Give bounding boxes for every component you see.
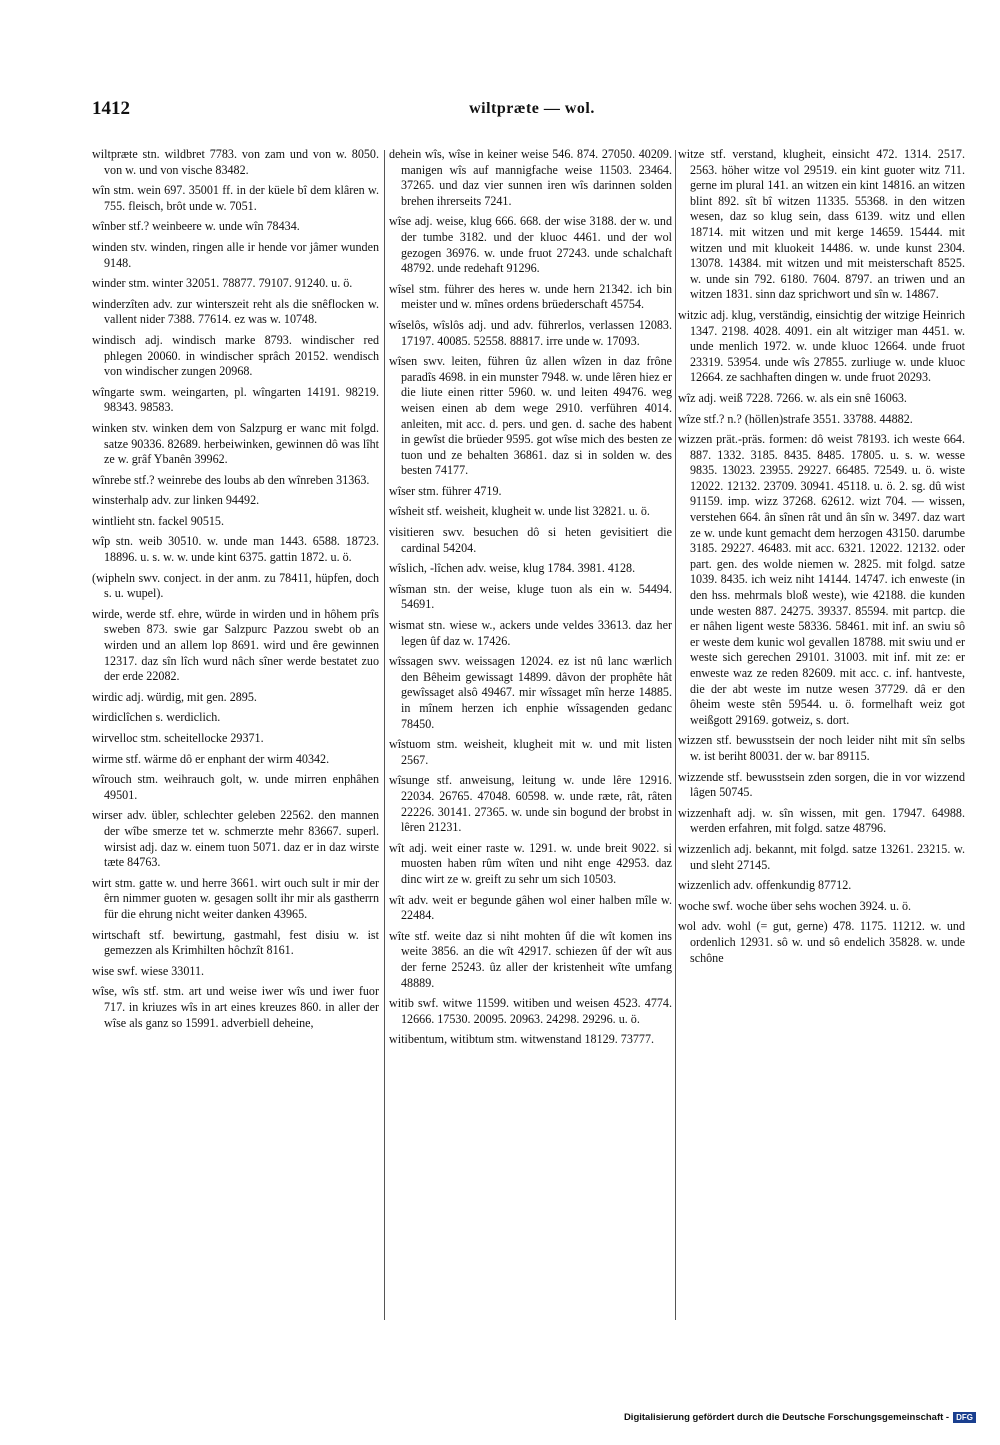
dictionary-entry: wîsunge stf. anweisung, leitung w. unde lêre 12916. 22034. 26765. 47048. 60598. w. unde ræte, rât, râten 22226. 30141. 27365. w. unde sin bogund der brobst in lêren 21231. (389, 773, 672, 835)
dictionary-entry: wîte stf. weite daz si niht mohten ûf die wît komen ins weite 3856. an die wît 42917. schiezen ûf der wît aus der ferne 25243. ûz aller der kristenheit wîte umfang 48889. (389, 928, 672, 990)
dictionary-entry: wirt stm. gatte w. und herre 3661. wirt ouch sult ir mir der êrn nimmer guoten w. gesagen sollt ihr mir als gastherrn für die ehrung nicht weiter danken 43965. (92, 875, 379, 921)
dictionary-entry: wintlieht stn. fackel 90515. (92, 513, 224, 528)
dictionary-entry: wirser adv. übler, schlechter geleben 22562. den mannen der wîbe smerze tet w. schmerzte mehr 83667. superl. wirsist adj. daz w. einem tuon 5071. daz er in daz wirste tæte 84763. (92, 808, 379, 870)
dictionary-entry: wirtschaft stf. bewirtung, gastmahl, fest disiu w. ist gemezzen als Krimhilten hôchzît 8161. (92, 927, 379, 958)
dictionary-entry: wirde, werde stf. ehre, würde in wirden und in hôhem prîs sweben 873. swie gar Salzpurc Pazzou swebt ob an wirden und an allem lop 8691. wird und êre gewinnen 12317. daz sîn lîch wurd nâch sîner werde bestatet zuo der erde 22082. (92, 606, 379, 684)
dictionary-entry: wol adv. wohl (= gut, gerne) 478. 1175. 11212. w. und ordenlich 12931. sô w. und sô endelich 35828. w. unde schône (678, 919, 965, 965)
dictionary-entry: wîsen swv. leiten, führen ûz allen wîzen in daz frône paradîs 4698. in ein munster 7948. w. unde lêren hiez er die liute einen ritter 5960. w. und leiten 49476. weg weisen einen ab dem wege 2910. verführen 4014. anleiten, mit acc. d. pers. und gen. d. sache des habent in gewîst die brüeder 9595. got wîse mich des besten ze tuon und ze behalten 36861. daz si in solden w. des besten 74177. (389, 354, 672, 478)
dictionary-entry: winken stv. winken dem von Salzpurg er wanc mit folgd. satze 90336. 82689. herbeiwinken, gewinnen dô was lîht ze w. grâf Ybanên 39962. (92, 420, 379, 467)
dictionary-entry: wizzenlich adj. bekannt, mit folgd. satze 13261. 23215. w. und sleht 27145. (678, 841, 965, 872)
dictionary-entry: witze stf. verstand, klugheit, einsicht 472. 1314. 2517. 2563. höher witze vol 29519. ein kint guoter witz 711. gerne im plural 141. an witzen ein kint 14816. an witzen blint 892. sît bî witzen 11335. 55368. in den witzen wesen, daz so klug sein, dass 6139. witz und ellen 18714. mit witzen und mit kerge 14659. 15444. mit witzen und mit kluokeit 14486. w. unde kunst 2304. 13078. 14384. mit witzen und mit meisterschaft 8525. w. unde sin 792. 6180. 7604. 8797. an triwen und an witzen 1831. sinn daz sprichwort und sîn w. 14867. (678, 147, 965, 302)
dfg-logo-icon: DFG (953, 1412, 976, 1423)
dictionary-entry: witibentum, witibtum stm. witwenstand 18129. 73777. (389, 1032, 655, 1047)
dictionary-entry: wirdiclîchen s. werdiclich. (92, 710, 221, 725)
column-divider (384, 150, 385, 1320)
dictionary-entry: wîsheit stf. weisheit, klugheit w. unde list 32821. u. ö. (389, 504, 650, 519)
dictionary-entry: (wipheln swv. conject. in der anm. zu 78411, hüpfen, doch s. u. wupel). (92, 570, 379, 601)
dictionary-entry: winder stm. winter 32051. 78877. 79107. 91240. u. ö. (92, 276, 353, 291)
dictionary-column-2 (389, 147, 672, 1053)
dictionary-entry: wismat stn. wiese w., ackers unde veldes 33613. daz her legen ûf daz w. 17426. (389, 618, 672, 648)
dictionary-entry: wîstuom stm. weisheit, klugheit mit w. und mit listen 2567. (389, 737, 672, 767)
funding-footer (624, 1412, 976, 1423)
footer-text: Digitalisierung gefördert durch die Deutsche Forschungsgemeinschaft - (623, 1412, 950, 1423)
dictionary-entry: wiltpræte stn. wildbret 7783. von zam und von w. 8050. von w. und von vische 83482. (92, 147, 379, 177)
dictionary-entry: wise swf. wiese 33011. (92, 963, 205, 978)
dictionary-entry: wîse, wîs stf. stm. art und weise iwer wîs und iwer fuor 717. in kriuzes wîs in art eines kreuzes 860. in aller der wîse als ganz so 15991. adverbiell deheine, (92, 984, 379, 1030)
dictionary-entry: visitieren swv. besuchen dô si heten gevisitiert die cardinal 54204. (389, 525, 672, 555)
dictionary-entry: wînber stf.? weinbeere w. unde wîn 78434. (92, 219, 300, 234)
dictionary-entry: winderzîten adv. zur winterszeit reht als die snêflocken w. vallent nider 7388. 77614. ez was w. 10748. (92, 296, 379, 327)
dictionary-entry: wîslich, -lîchen adv. weise, klug 1784. 3981. 4128. (389, 561, 636, 576)
dictionary-entry: wîrouch stm. weihrauch golt, w. unde mirren enphâhen 49501. (92, 772, 379, 802)
dictionary-entry: wîsel stm. führer des heres w. unde hern 21342. ich bin meister und w. mînes ordens brüederschaft 45754. (389, 281, 672, 312)
dictionary-entry: wizzenlich adv. offenkundig 87712. (678, 878, 852, 893)
dictionary-entry: wirme stf. wärme dô er enphant der wirm 40342. (92, 751, 330, 766)
dictionary-entry: wîp stn. weib 30510. w. unde man 1443. 6588. 18723. 18896. u. s. w. w. unde kint 6375. gattin 1872. u. ö. (92, 534, 379, 565)
dictionary-entry: wirdic adj. würdig, mit gen. 2895. (92, 689, 257, 704)
dictionary-column-3 (678, 147, 965, 971)
dictionary-entry: witib swf. witwe 11599. witiben und weisen 4523. 4774. 12666. 17530. 20095. 20963. 24298. 29296. u. ö. (389, 996, 672, 1026)
dictionary-entry: wîze stf.? n.? (höllen)strafe 3551. 33788. 44882. (678, 411, 913, 426)
dictionary-entry: wîse adj. weise, klug 666. 668. der wise 3188. der w. und der tumbe 3182. und der kluoc 4461. und der wol gezogen 36976. w. unde fruot 27243. unde schalchaft 48792. unde redehaft 91296. (389, 214, 672, 276)
dictionary-entry: winden stv. winden, ringen alle ir hende vor jâmer wunden 9148. (92, 239, 379, 270)
dictionary-column-1 (92, 147, 379, 1036)
dictionary-entry: wît adj. weit einer raste w. 1291. w. unde breit 9022. si muosten haben rûm wîten und niht enge 42953. daz dinc wirt ze w. greift zu sehr um sich 10503. (389, 840, 672, 886)
dictionary-entry: witzic adj. klug, verständig, einsichtig der witzige Heinrich 1347. 2198. 4028. 4091. ein alt witziger man 4451. w. unde menlich 1972. w. unde kluoc 12664. unde fruot 23319. 53954. unde wîs 27855. zurliuge w. unde kluoc 12664. ze sachhaften dingen w. unde fruot 20293. (678, 307, 965, 385)
dictionary-entry: dehein wîs, wîse in keiner weise 546. 874. 27050. 40209. manigen wîs auf mannigfache weise 11503. 23464. 37265. und daz vier sunnen iren wîs darinnen solden brehen ihrerseits 7241. (389, 147, 672, 208)
column-divider (675, 150, 676, 1320)
running-title: wiltpræte — wol. (469, 100, 595, 117)
dictionary-entry: wîsman stn. der weise, kluge tuon als ein w. 54494. 54691. (389, 581, 672, 612)
dictionary-entry: wîser stm. führer 4719. (389, 483, 502, 498)
dictionary-entry: wît adv. weit er begunde gâhen wol einer halben mîle w. 22484. (389, 892, 672, 923)
dictionary-entry: wîselôs, wîslôs adj. und adv. führerlos, verlassen 12083. 17197. 40085. 52558. 88817. irre unde w. 17093. (389, 317, 672, 348)
dictionary-entry: wîngarte swm. weingarten, pl. wîngarten 14191. 98219. 98343. 98583. (92, 384, 379, 415)
dictionary-entry: wîz adj. weiß 7228. 7266. w. als ein snê 16063. (678, 390, 907, 405)
dictionary-entry: woche swf. woche über sehs wochen 3924. u. ö. (678, 898, 912, 913)
page-number: 1412 (92, 98, 130, 119)
dictionary-entry: wizzen prät.-präs. formen: dô weist 78193. ich weste 664. 887. 1332. 3185. 8435. 8485. 17805. u. s. w. wesse 9835. 13023. 23955. 29227. 66485. 72549. u. ö. wiste 12022. 12132. 23709. 30941. 45118. u. ö. 2. sg. dû wist 91159. imp. wizz 37268. 62612. wizt 704. — wissen, verstehen 664. ân sînen rât und ân sîn w. 3497. daz wart ze w. unde kunt gemacht dem herzogen 43150. darumbe 3185. 29227. 46483. mit acc. 6321. 12022. 12132. oder part. gen. des wolde niemen w. 2825. mit folgd. satze 1039. 8435. ich weiz niht 14144. 14747. ich enweste (in den hss. mehrmals bloß weste), wie 42188. die kunden unde westen 887. 24275. 39337. 85594. mit partcp. die er nâhen ligent weste 58336. 58461. mit inf. an swiu sô er weste dem kunic wol gevallen 18788. mit swiu und er weste sich gerechen 29101. 31003. mit inf. mit ze: er enweste waz ze reden 82609. mit acc. c. inf. hantveste, die der abt weste im nutze wesen 37729. dâ er den ôheim weste stên 59544. u. ö. formelhaft weiz got weißgott 29169. gotweiz, s. dort. (678, 432, 965, 727)
page-header (92, 98, 972, 126)
dictionary-entry: wizzen stf. bewusstsein der noch leider niht mit sîn selbs w. ist beriht 80031. der w. bar 89115. (678, 733, 965, 763)
dictionary-entry: wizzenhaft adj. w. sîn wissen, mit gen. 17947. 64988. werden erfahren, mit folgd. satze 48796. (678, 805, 965, 836)
dictionary-entry: wînrebe stf.? weinrebe des loubs ab den wînreben 31363. (92, 472, 370, 487)
dictionary-entry: wîn stm. wein 697. 35001 ff. in der küele bî dem klâren w. 755. fleisch, brôt unde w. 7051. (92, 183, 379, 213)
dictionary-entry: winsterhalp adv. zur linken 94492. (92, 493, 260, 508)
dictionary-entry: wizzende stf. bewusstsein zden sorgen, die in vor wizzend lâgen 50745. (678, 769, 965, 800)
dictionary-entry: windisch adj. windisch marke 8793. windischer red phlegen 20060. in windischer sprâch 20152. wendisch von windischer zungen 20968. (92, 332, 379, 379)
dictionary-entry: wîssagen swv. weissagen 12024. ez ist nû lanc wærlich den Bêheim gewissagt 14899. dâvon der prophête hât gewîssaget alsô 49467. mir wîssaget mîn herze 14885. in mînem herzen ich enphie wîssagenden gedanc 78450. (389, 654, 672, 731)
dictionary-entry: wirvelloc stm. scheitellocke 29371. (92, 731, 264, 745)
